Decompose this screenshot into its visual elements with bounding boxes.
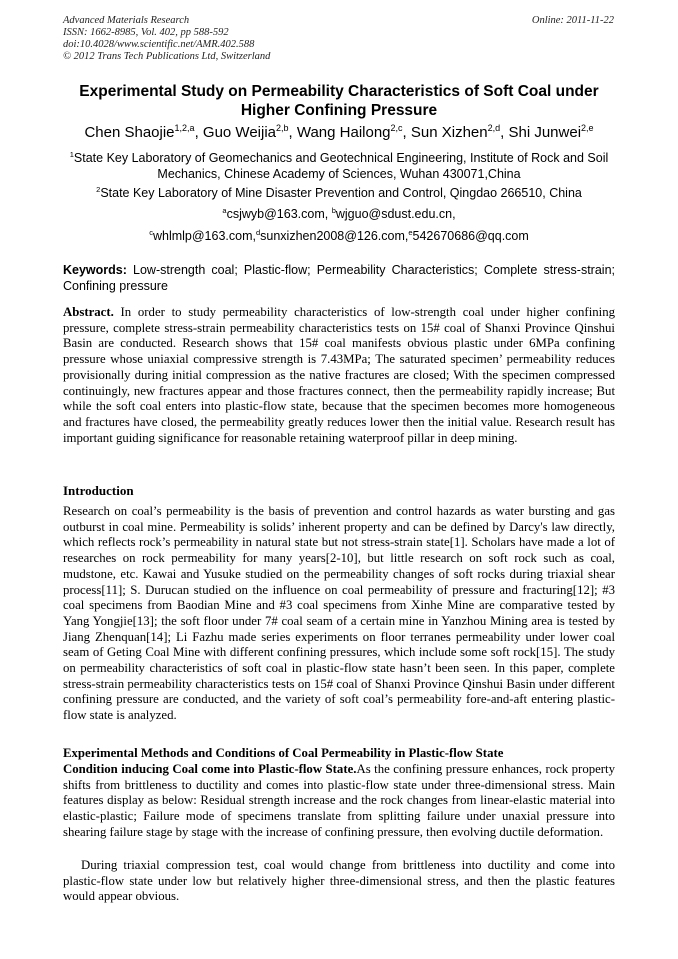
email-link[interactable]: whlmlp@163.com, [152, 229, 256, 243]
keywords [63, 263, 615, 294]
title-line-1: Experimental Study on Permeability Characteristics of Soft Coal under [79, 83, 599, 100]
title-line-2: Higher Confining Pressure [240, 102, 438, 119]
author: Guo Weijia$^{2,b}$, [202, 123, 297, 141]
abstract [63, 305, 615, 446]
email-link[interactable]: 542670686@qq.com [412, 229, 529, 243]
methods-paragraph-1 [63, 762, 615, 841]
author: Wang Hailong$^{2,c}$, [296, 123, 411, 141]
copyright-line: © 2012 Trans Tech Publications Ltd, Switzerland [63, 51, 271, 62]
email-line-2: $^c$whlmlp@163.com,$^d$sunxizhen2008@126.com,$^e$542670686@qq.com [149, 227, 529, 243]
subsection-label: Condition inducing Coal come into Plastic-flow State. [63, 762, 357, 776]
author: Chen Shaojie$^{1,2,a}$, [84, 123, 203, 141]
keywords-text: Low-strength coal; Plastic-flow; Permeability Characteristics; Complete stress-strain; Confining pressure [63, 263, 615, 293]
affiliation-1: $^1$State Key Laboratory of Geomechanics and Geotechnical Engineering, Institute of Rock and Soil Mechanics, Chinese Academy of Sciences, Wuhan 430071,China [69, 149, 609, 181]
abstract-text: In order to study permeability characteristics of low-strength coal under higher confining pressure, complete stress-strain permeability characteristics tests on 15# coal of Shanxi Province Qinshui Basin are conducted. Research shows that 15# coal manifests obvious plastic under 6MPa confining pressure whose uniaxial compressive strength is 7.43MPa; The saturated specimen’ permeability reduces provisionally during initial compression as the native fractures are closed; With the specimen compressed continuingly, new fractures appear and those fractures connect, then the permeability rapidly increase; But while the soft coal enters into plastic-flow state, because that the specimen becomes more homogeneous and fractures have closed, the permeability greatly reduces lower then the initial value. Research result has important guiding significance for reasonable retaining waterproof pillar in deep mining. [63, 305, 615, 445]
introduction-paragraph: Research on coal’s permeability is the basis of prevention and control hazards as water bursting and gas outburst in coal mine. Permeability is solids’ inherent property and can be defined by Darcy's law directly, which reflects rock’s permeability in natural state but not stress-strain state[1]. Scholars have made a lot of researches on rock permeability for many years[2-10], but little research on soft rock such as coal, mudstone, etc. Kawai and Yusuke studied on the permeability changes of soft rocks during triaxial shear process[11]; S. Durucan studied on the influence on coal permeability of pressure and fracturing[12]; #3 coal specimens from Baodian Mine and #3 coal specimens from Xinhe Mine are comparative tested by Yang Yongjie[13]; the soft floor under 7# coal seam of a certain mine in Yanzhou Mining area is tested by Jiang Zhenquan[14]; Li Fazhu made series experiments on floor terranes permeability under lower coal seam of Geting Coal Mine with different confining pressures, which include some soft rock[15]. The study on permeability characteristics of soft coal in plastic-flow state hasn’t been seen. In this paper, complete stress-strain permeability characteristics tests on 15# coal of Shanxi Province Qinshui Basin under different confining pressure are conducted, and the variety of soft coal’s permeability fore-and-aft entering plastic-flow state is analyzed. [63, 504, 615, 723]
journal-metadata [63, 15, 270, 63]
email-link[interactable]: sunxizhen2008@126.com, [260, 229, 409, 243]
email-link[interactable]: wjguo@sdust.edu.cn, [335, 207, 456, 221]
methods-text: As the confining pressure enhances, rock property shifts from brittleness to ductility and comes into plastic-flow state under three-dimensional stress. Main features display as below: Residual strength increase and the rock changes from linear-elastic material into elastic-plastic; Failure mode of specimens translate from splitting failure under unaxial pressure into shearing failure stage by stage with the increase of confining pressure, then evolving ductile deformation. [63, 762, 616, 839]
section-heading-introduction: Introduction [63, 483, 134, 498]
author-list [40, 123, 638, 143]
abstract-label: Abstract. [63, 305, 114, 319]
section-heading-methods: Experimental Methods and Conditions of Coal Permeability in Plastic-flow State [63, 746, 504, 760]
author: Shi Junwei$^{2,e}$ [508, 123, 594, 141]
email-link[interactable]: csjwyb@163.com, [226, 207, 332, 221]
keywords-label: Keywords: [63, 263, 127, 277]
doi-line: doi:10.4028/www.scientific.net/AMR.402.588 [63, 39, 255, 50]
issn-line: ISSN: 1662-8985, Vol. 402, pp 588-592 [63, 27, 229, 38]
methods-paragraph-2: During triaxial compression test, coal would change from brittleness into ductility and come into plastic-flow state under low but relatively higher three-dimensional stress, and then the plastic features would appear obvious. [63, 858, 615, 904]
author: Sun Xizhen$^{2,d}$, [410, 123, 509, 141]
online-date: Online: 2011-11-22 [531, 15, 614, 26]
paper-title [63, 82, 615, 120]
affiliation-2: $^2$State Key Laboratory of Mine Disaster Prevention and Control, Qingdao 266510, China [96, 184, 582, 200]
journal-name: Advanced Materials Research [63, 15, 190, 26]
email-line-1: $^a$csjwyb@163.com, $^b$wjguo@sdust.edu.cn, [222, 205, 456, 221]
